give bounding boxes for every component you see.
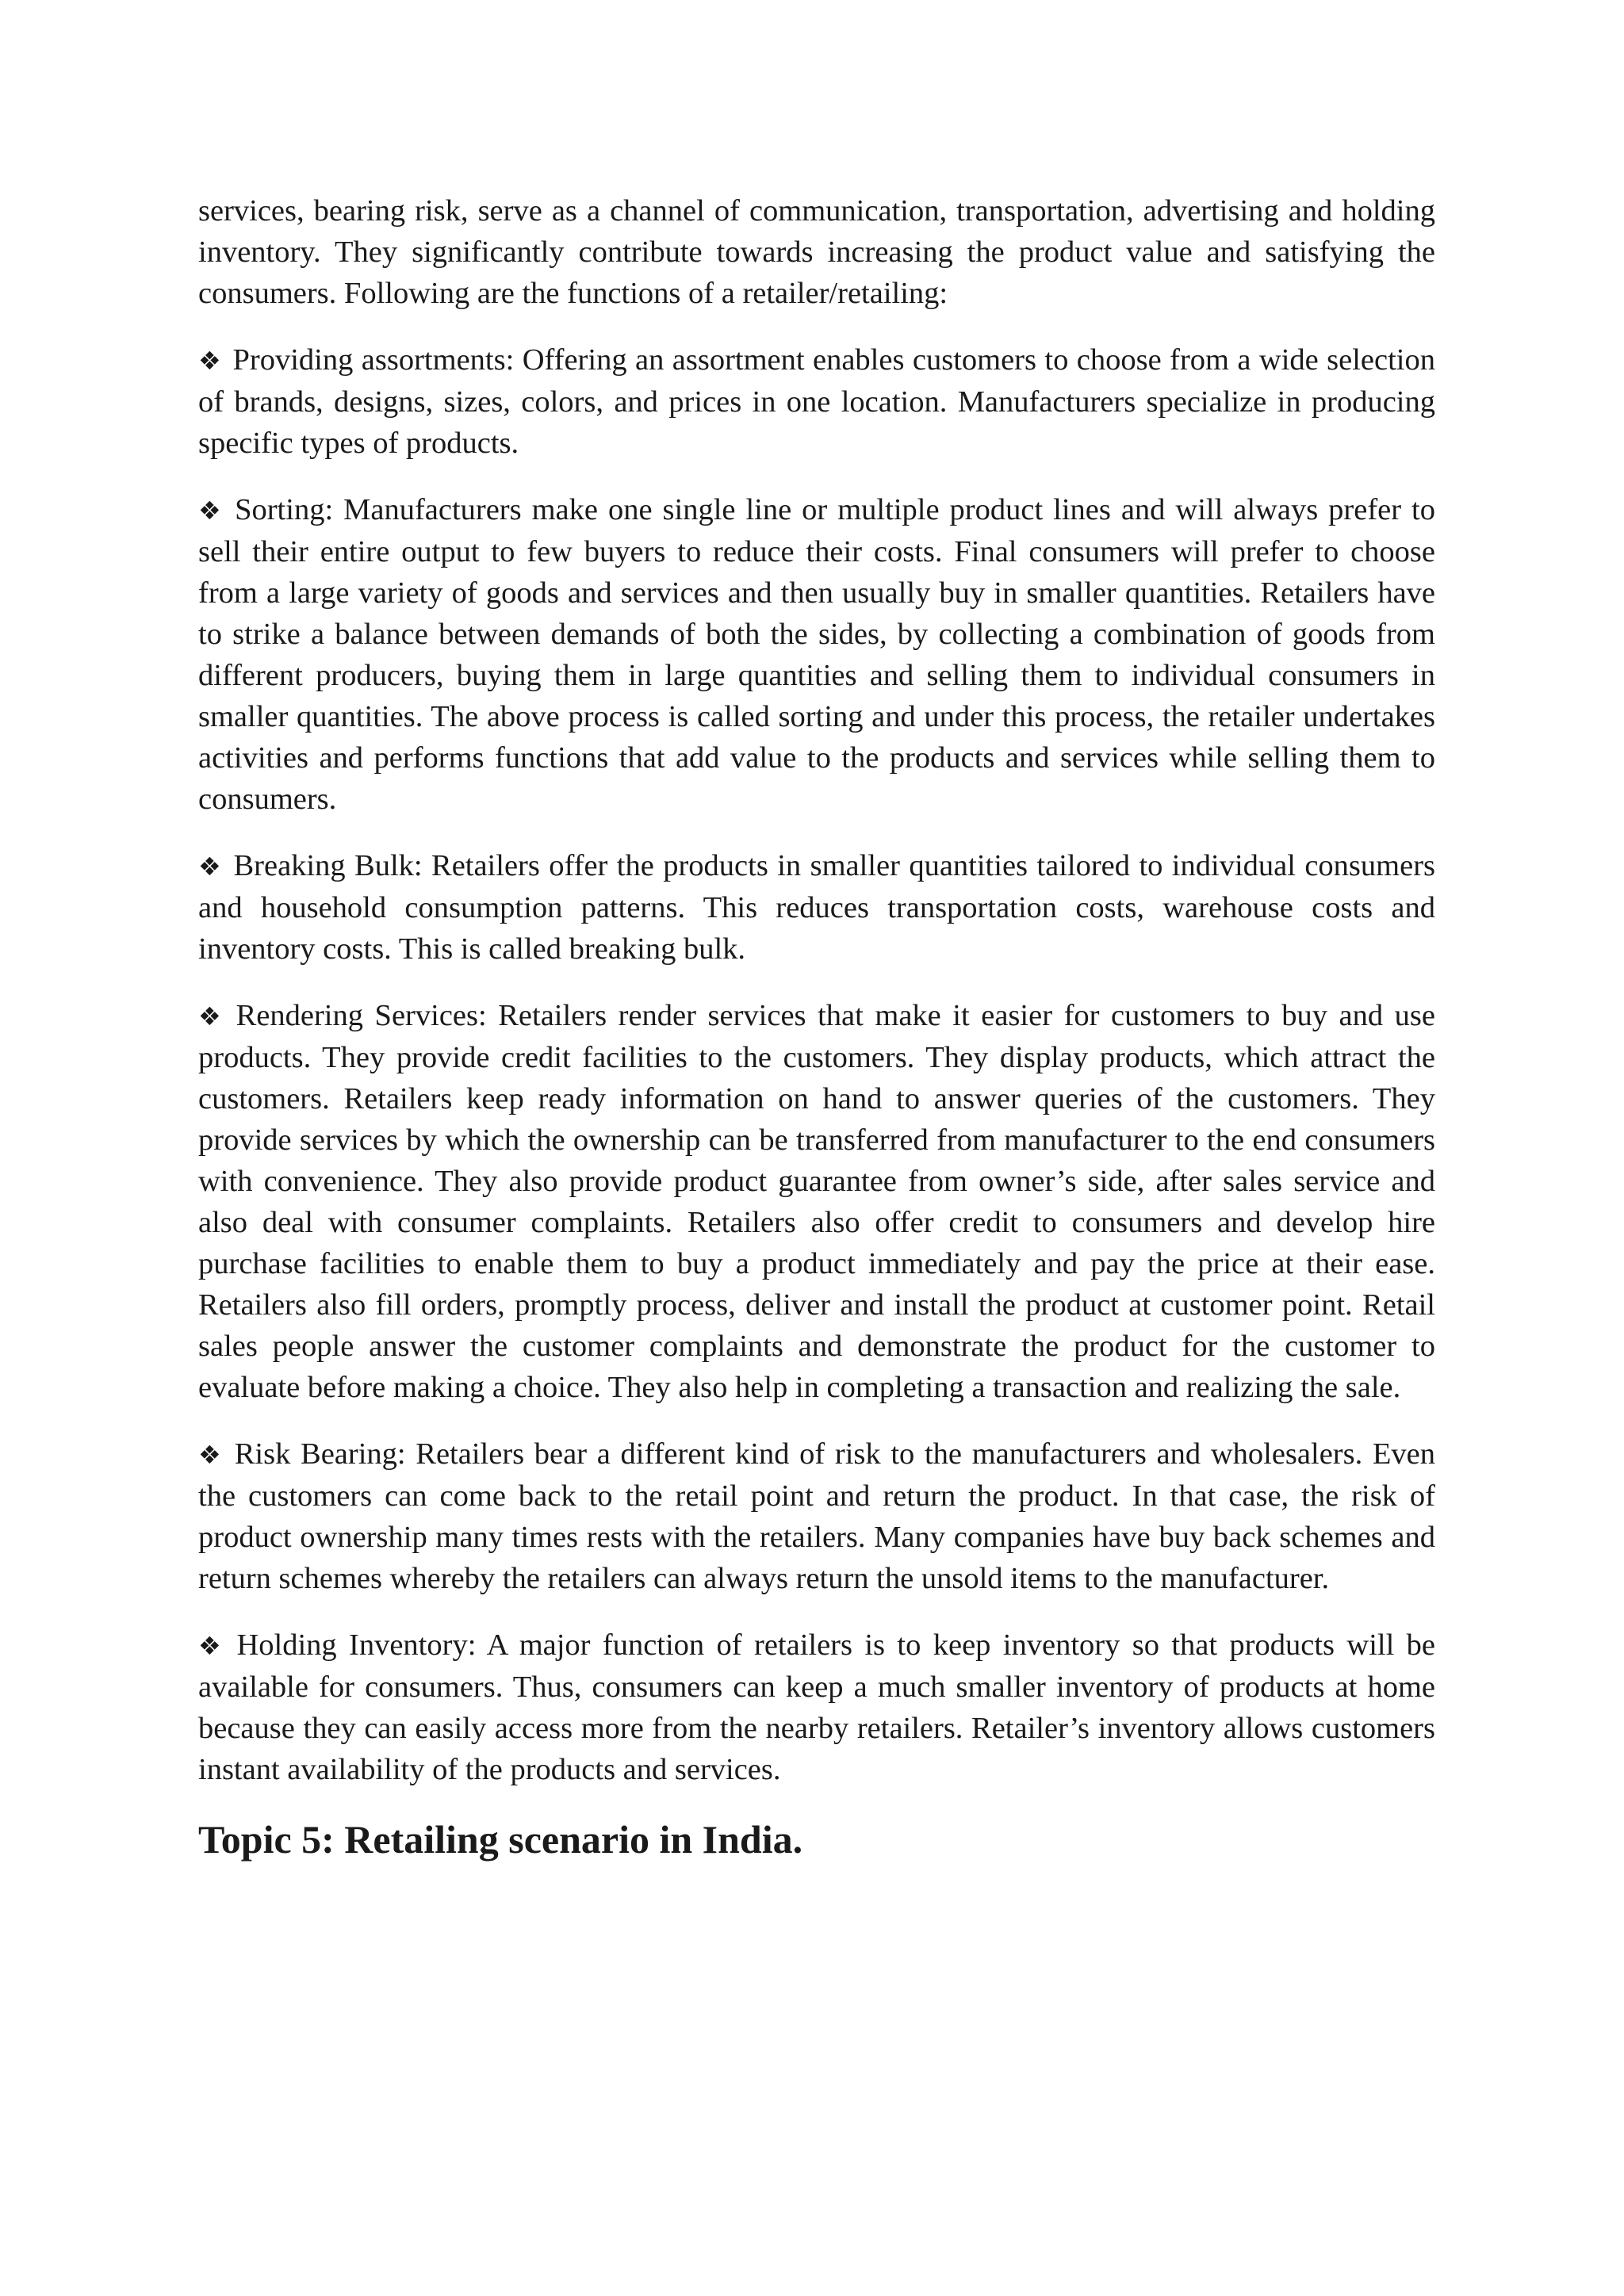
- function-breaking-bulk: [198, 845, 1435, 970]
- function-text: Risk Bearing: Retailers bear a different kind of risk to the manufacturers and wholesalers. Even the customers can come back to the retail point and return the product. In that case, the risk of product ownership many times rests with the retailers. Many companies have buy back schemes and return schemes whereby the retailers can always return the unsold items to the manufacturer.: [198, 1437, 1435, 1595]
- function-text: Providing assortments: Offering an assortment enables customers to choose from a wide selection of brands, designs, sizes, colors, and prices in one location. Manufacturers specialize in producing specific types of products.: [198, 343, 1436, 460]
- intro-paragraph: services, bearing risk, serve as a channel of communication, transportation, advertising and holding inventory. They significantly contribute towards increasing the product value and satisfying the consumers. Following are the functions of a retailer/retailing:: [198, 194, 1435, 310]
- function-text: Breaking Bulk: Retailers offer the products in smaller quantities tailored to individual consumers and household consumption patterns. This reduces transportation costs, warehouse costs and inventory costs. This is called breaking bulk.: [198, 849, 1435, 966]
- diamond-bullet-icon: ❖: [198, 1440, 224, 1470]
- function-risk-bearing: [198, 1433, 1435, 1599]
- function-holding-inventory: [198, 1624, 1435, 1790]
- diamond-bullet-icon: ❖: [198, 1001, 225, 1031]
- diamond-bullet-icon: ❖: [198, 851, 223, 882]
- document-page: [198, 190, 1435, 1863]
- function-providing-assortments: [198, 339, 1435, 464]
- function-text: Holding Inventory: A major function of retailers is to keep inventory so that products will be available for consumers. Thus, consumers can keep a much smaller inventory of products at home because they can easily access more from the nearby retailers. Retailer’s inventory allows customers instant availability of the products and services.: [198, 1628, 1436, 1786]
- diamond-bullet-icon: ❖: [198, 496, 224, 526]
- function-sorting: [198, 489, 1435, 820]
- function-rendering-services: [198, 995, 1435, 1408]
- function-text: Rendering Services: Retailers render services that make it easier for customers to buy and use products. They provide credit facilities to the customers. They display products, which attract the customers. Retailers keep ready information on hand to answer queries of the customers. They provide services by which the ownership can be transferred from manufacturer to the end consumers with convenience. They also provide product guarantee from owner’s side, after sales service and also deal with consumer complaints. Retailers also offer credit to consumers and develop hire purchase facilities to enable them to buy a product immediately and pay the price at their ease. Retailers also fill orders, promptly process, deliver and install the product at customer point. Retail sales people answer the customer complaints and demonstrate the product for the customer to evaluate before making a choice. They also help in completing a transaction and realizing the sale.: [198, 999, 1435, 1404]
- diamond-bullet-icon: ❖: [198, 1631, 226, 1661]
- topic-heading: Topic 5: Retailing scenario in India.: [198, 1817, 803, 1862]
- diamond-bullet-icon: ❖: [198, 346, 222, 376]
- function-text: Sorting: Manufacturers make one single line or multiple product lines and will always prefer to sell their entire output to few buyers to reduce their costs. Final consumers will prefer to choose from a large variety of goods and services and then usually buy in smaller quantities. Retailers have to strike a balance between demands of both the sides, by collecting a combination of goods from different producers, buying them in large quantities and selling them to individual consumers in smaller quantities. The above process is called sorting and under this process, the retailer undertakes activities and performs functions that add value to the products and services while selling them to consumers.: [198, 493, 1435, 816]
